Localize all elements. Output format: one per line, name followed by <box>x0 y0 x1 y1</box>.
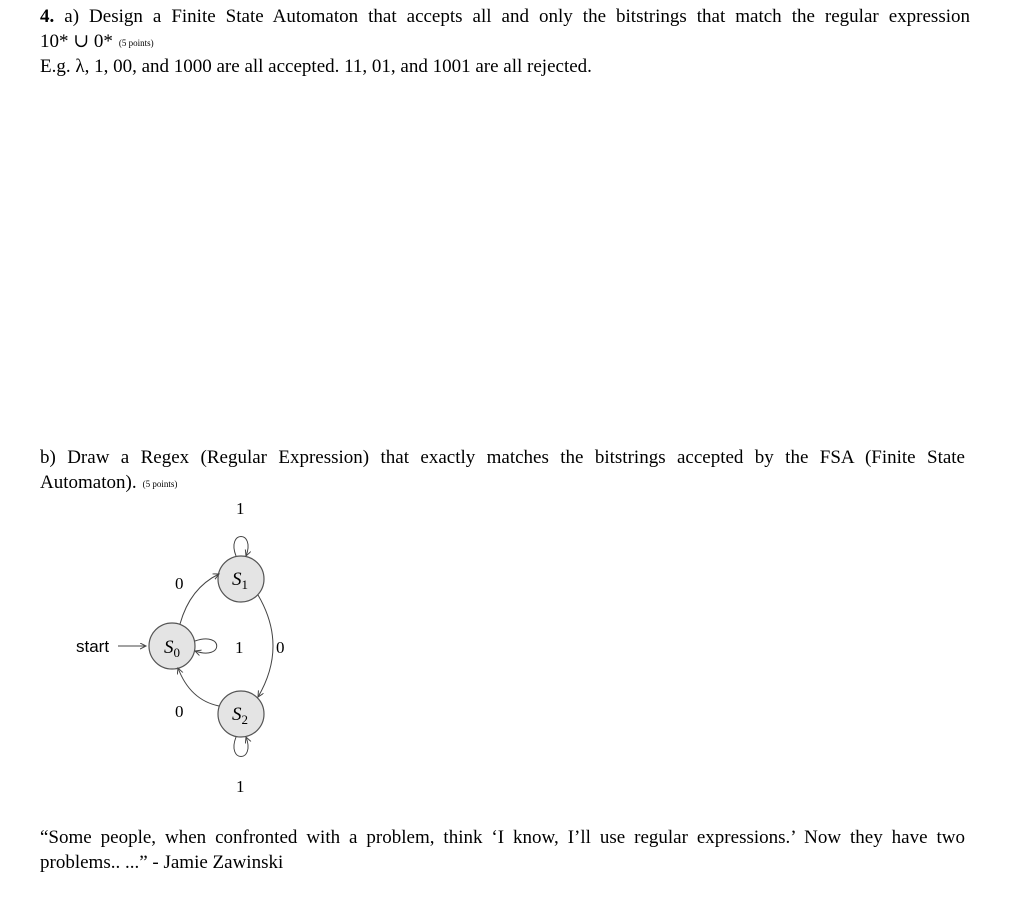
part-b-points: (5 points) <box>142 479 178 489</box>
question-number: 4. <box>40 6 55 27</box>
part-a-text: a) Design a Finite State Automaton that accepts all and only the bitstrings that match the regular expression <box>64 6 970 27</box>
edge-s2-s0 <box>178 668 219 706</box>
state-s0-name: S <box>164 637 174 658</box>
part-b-text: Automaton). <box>40 472 137 493</box>
quote-line-2: problems.. ...” - Jamie Zawinski <box>40 852 284 873</box>
state-s2 <box>218 691 264 737</box>
part-a-regex: 10* ∪ 0* <box>40 31 113 52</box>
quote-line-1: “Some people, when confronted with a problem, think ‘I know, I’ll use regular expressions.’ Now they have two <box>40 827 965 848</box>
state-s1 <box>218 556 264 602</box>
loop-s2 <box>234 737 248 757</box>
state-s1-sub: 1 <box>241 577 248 592</box>
state-s0 <box>149 623 195 669</box>
state-s2-sub: 2 <box>241 712 248 727</box>
edge-s1-s2 <box>258 595 273 697</box>
state-s0-sub: 0 <box>173 645 180 660</box>
part-a-points: (5 points) <box>118 38 154 48</box>
part-a-examples: E.g. λ, 1, 00, and 1000 are all accepted. 11, 01, and 1001 are all rejected. <box>40 56 592 77</box>
loop-s0-label: 1 <box>235 638 244 657</box>
loop-s0 <box>195 639 217 653</box>
edge-s1-s2-label: 0 <box>276 638 285 657</box>
loop-s2-label: 1 <box>236 777 245 796</box>
state-s1-name: S <box>232 569 242 590</box>
edge-s0-s1 <box>180 574 219 624</box>
edge-s2-s0-label: 0 <box>175 702 184 721</box>
state-s2-name: S <box>232 704 242 725</box>
loop-s1 <box>234 537 248 557</box>
part-b-prompt: b) Draw a Regex (Regular Expression) that exactly matches the bitstrings accepted by the FSA (Finite State <box>40 447 965 468</box>
edge-s0-s1-label: 0 <box>175 574 184 593</box>
loop-s1-label: 1 <box>236 499 245 518</box>
start-label: start <box>76 637 110 656</box>
